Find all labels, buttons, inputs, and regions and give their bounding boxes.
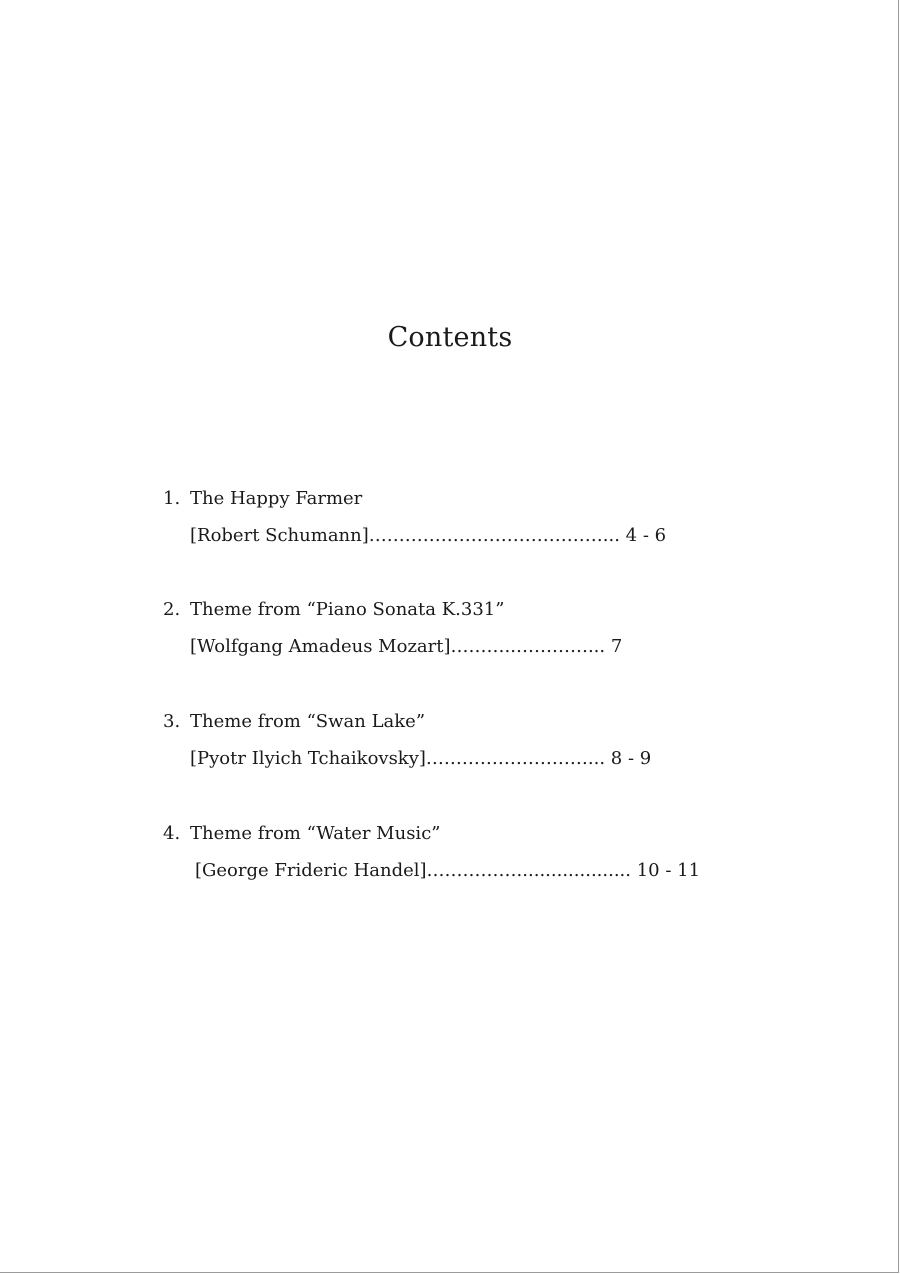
toc-entry-piece: The Happy Farmer: [190, 488, 363, 509]
toc-entry-piece: Theme from “Piano Sonata K.331”: [190, 599, 505, 620]
toc-entry-number: 3.: [163, 711, 181, 732]
page-title: Contents: [387, 322, 513, 353]
toc-entry-4: [163, 821, 723, 884]
toc-entry-title: [163, 821, 723, 847]
toc-entry-title: [163, 597, 723, 623]
toc-entry-number: 1.: [163, 488, 181, 509]
toc-entry-2: [163, 597, 723, 660]
toc-entry-title: [163, 709, 723, 735]
toc-entry-composer: [Robert Schumann]…………………………………... 4 - 6: [190, 525, 667, 546]
toc-entry-title: [163, 486, 723, 512]
toc-entry-number: 4.: [163, 823, 181, 844]
toc-entry-composer: [George Frideric Handel]…………….................... 10 - 11: [195, 860, 701, 881]
toc-entry-piece: Theme from “Water Music”: [190, 823, 441, 844]
toc-entry-1: [163, 486, 723, 549]
toc-entry-composer: [Wolfgang Amadeus Mozart]………..…………... 7: [190, 636, 623, 657]
toc-entry-number: 2.: [163, 599, 181, 620]
toc-entry-piece: Theme from “Swan Lake”: [190, 711, 426, 732]
toc-entry-3: [163, 709, 723, 772]
toc-entry-composer: [Pyotr Ilyich Tchaikovsky]………………………... 8 - 9: [190, 748, 652, 769]
